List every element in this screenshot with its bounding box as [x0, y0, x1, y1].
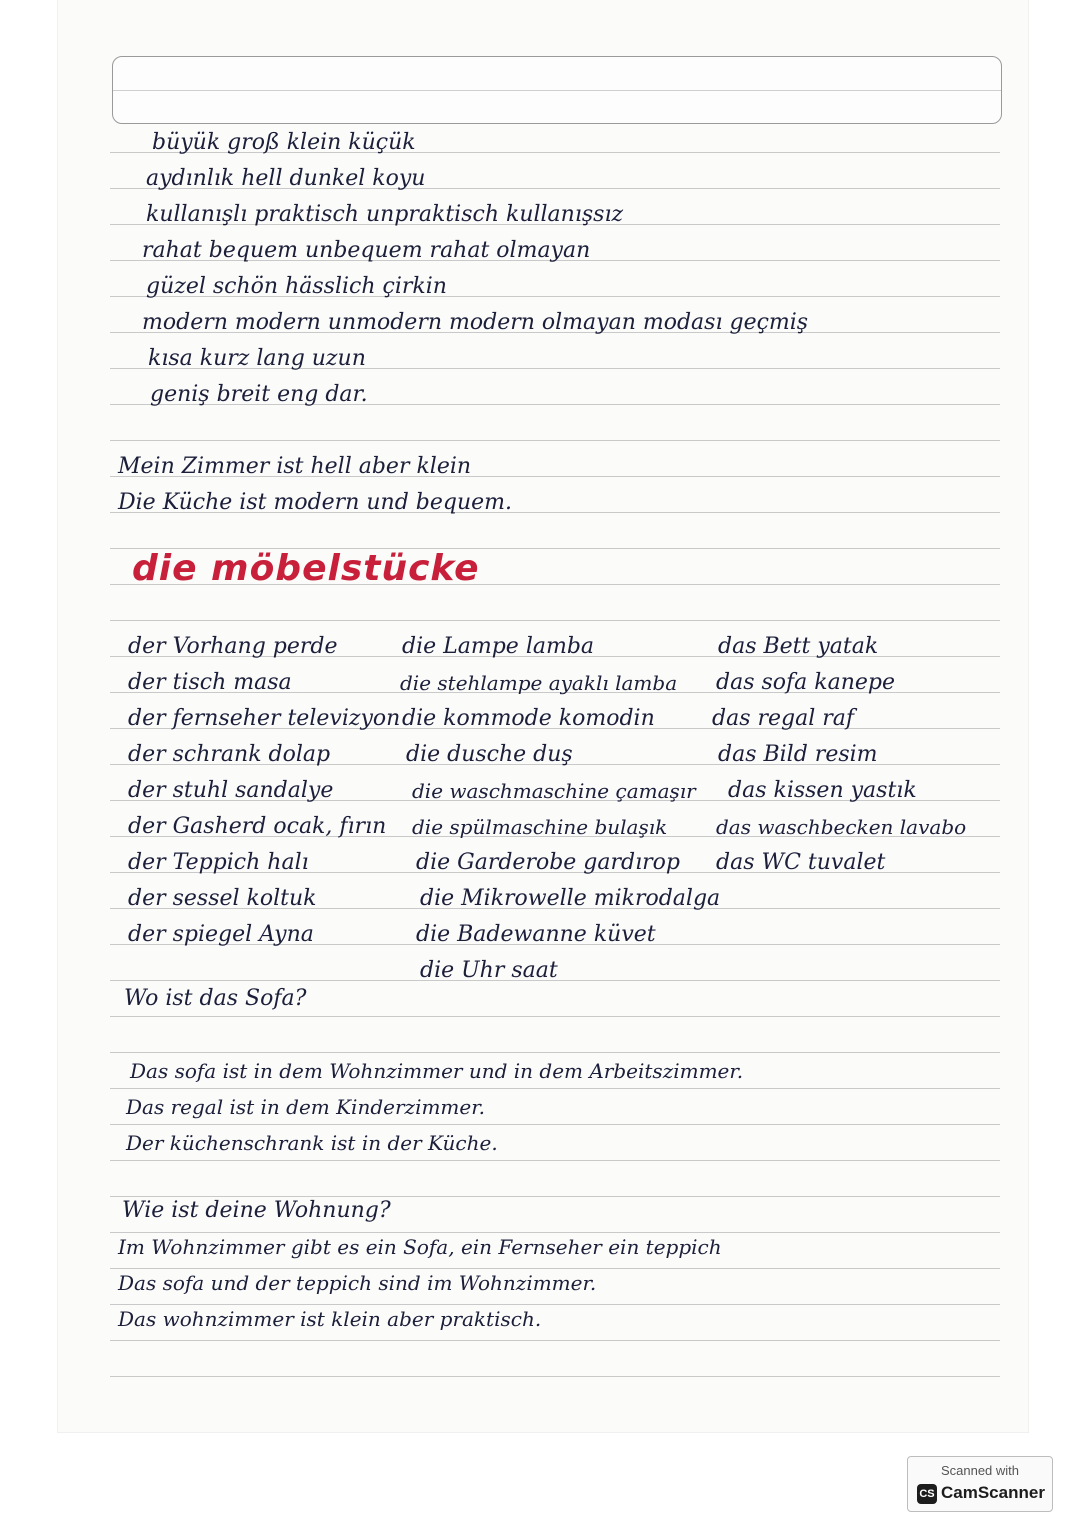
adjective-line: kullanışlı praktisch unpraktisch kullanışsız: [146, 202, 624, 227]
vocab-entry: die stehlampe ayaklı lamba: [400, 671, 678, 695]
vocab-entry: das regal raf: [712, 706, 855, 731]
answer-line: Das wohnzimmer ist klein aber praktisch.: [118, 1307, 542, 1331]
answer-line: Das sofa und der teppich sind im Wohnzimmer.: [118, 1271, 597, 1295]
vocab-entry: das waschbecken lavabo: [716, 815, 967, 839]
page-header-box: [112, 56, 1002, 124]
vocab-entry: der spiegel Ayna: [128, 922, 314, 947]
adjective-line: aydınlık hell dunkel koyu: [146, 166, 426, 191]
vocab-entry: der tisch masa: [128, 670, 292, 695]
question-text: Wie ist deine Wohnung?: [122, 1198, 391, 1223]
adjective-line: büyük groß klein küçük: [152, 130, 416, 155]
camscanner-logo-icon: CS: [917, 1484, 937, 1504]
vocab-entry: die Uhr saat: [420, 958, 558, 983]
vocab-entry: die spülmaschine bulaşık: [412, 815, 668, 839]
scanner-brand: CamScanner: [941, 1483, 1045, 1502]
answer-line: Das sofa ist in dem Wohnzimmer und in dem Arbeitszimmer.: [130, 1059, 744, 1083]
vocab-entry: die Garderobe gardırop: [416, 850, 680, 875]
answer-line: Das regal ist in dem Kinderzimmer.: [126, 1095, 485, 1119]
adjective-line: güzel schön hässlich çirkin: [146, 274, 447, 299]
vocab-entry: der Teppich halı: [128, 850, 309, 875]
vocab-entry: das Bild resim: [718, 742, 878, 767]
vocab-entry: das sofa kanepe: [716, 670, 896, 695]
vocab-entry: das Bett yatak: [718, 634, 879, 659]
answer-line: Im Wohnzimmer gibt es ein Sofa, ein Fernseher ein teppich: [118, 1235, 722, 1259]
vocab-entry: die Lampe lamba: [402, 634, 595, 659]
adjective-line: rahat bequem unbequem rahat olmayan: [142, 238, 591, 263]
vocab-entry: das kissen yastık: [728, 778, 917, 803]
vocab-entry: die waschmaschine çamaşır: [412, 779, 696, 803]
example-sentence: Die Küche ist modern und bequem.: [118, 490, 513, 515]
section-title: die möbelstücke: [132, 548, 480, 589]
example-sentence: Mein Zimmer ist hell aber klein: [118, 454, 472, 479]
adjective-line: geniş breit eng dar.: [150, 382, 368, 407]
vocab-entry: die Badewanne küvet: [416, 922, 656, 947]
vocab-entry: der fernseher televizyon: [128, 706, 401, 731]
vocab-entry: das WC tuvalet: [716, 850, 886, 875]
vocab-entry: der Gasherd ocak, fırın: [128, 814, 387, 839]
answer-line: Der küchenschrank ist in der Küche.: [126, 1131, 498, 1155]
vocab-entry: die Mikrowelle mikrodalga: [420, 886, 721, 911]
vocab-entry: die dusche duş: [406, 742, 573, 767]
vocab-entry: der schrank dolap: [128, 742, 331, 767]
adjective-line: modern modern unmodern modern olmayan modası geçmiş: [142, 310, 809, 335]
adjective-line: kısa kurz lang uzun: [148, 346, 366, 371]
scanner-watermark: [907, 1456, 1053, 1512]
vocab-entry: der Vorhang perde: [128, 634, 338, 659]
question-text: Wo ist das Sofa?: [124, 986, 307, 1011]
vocab-entry: die kommode komodin: [402, 706, 655, 731]
vocab-entry: der sessel koltuk: [128, 886, 317, 911]
vocab-entry: der stuhl sandalye: [128, 778, 334, 803]
scanner-caption: Scanned with: [940, 1463, 1020, 1478]
